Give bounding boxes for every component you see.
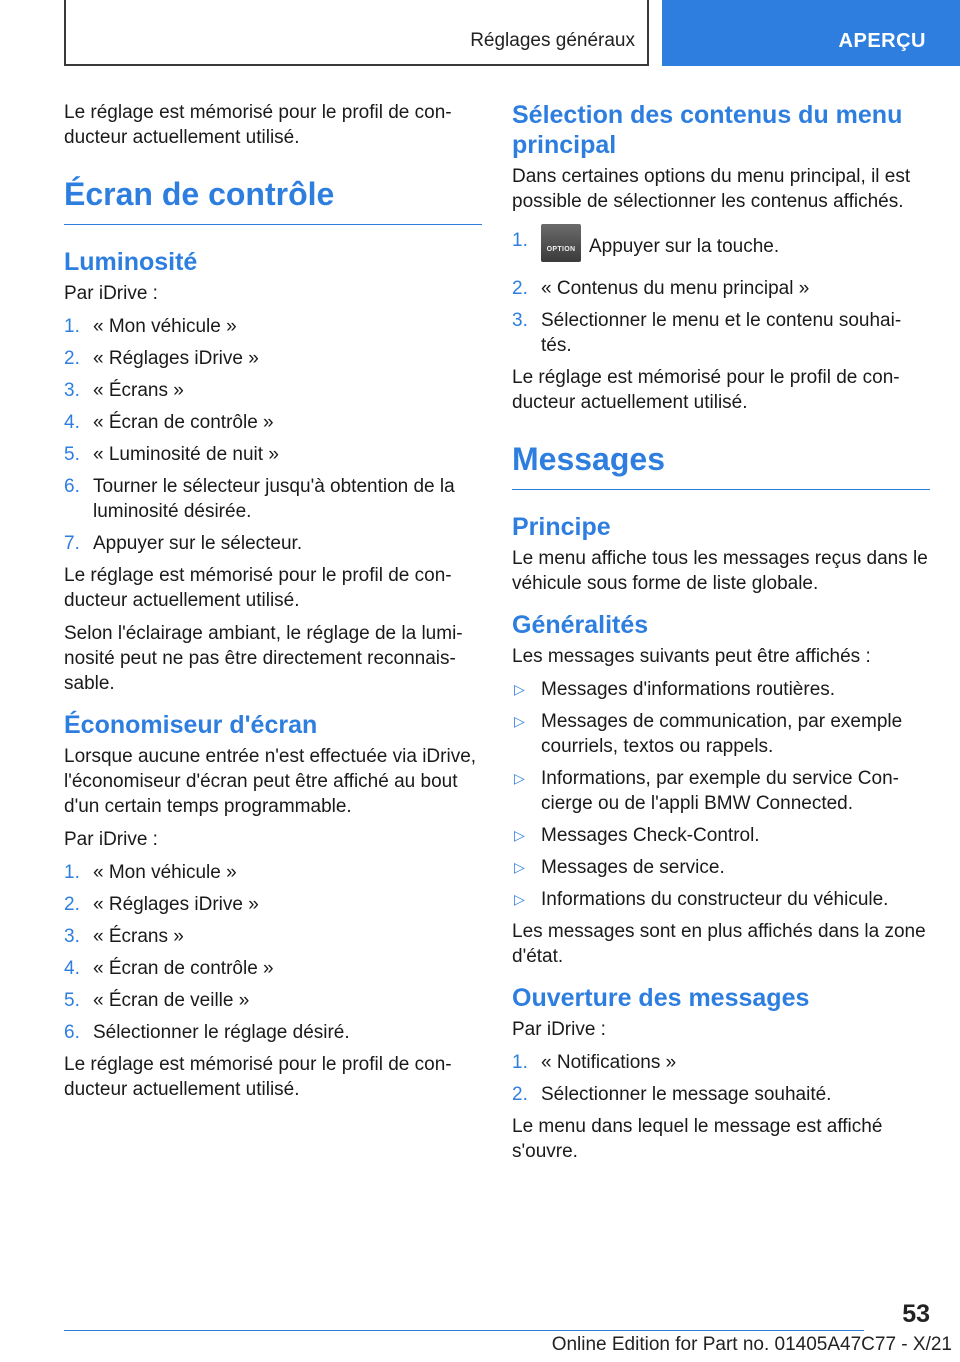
ouverture-note: Le menu dans lequel le message est affiché s'ouvre. <box>512 1116 883 1162</box>
list-item: 2. « Réglages iDrive » <box>64 894 259 915</box>
header-tab-label: APERÇU <box>838 30 926 52</box>
list-item: ▷ Informations du constructeur du véhicule. <box>514 889 889 910</box>
option-button-icon: OPTION <box>541 224 581 262</box>
list-item: 2. « Réglages iDrive » <box>64 348 259 369</box>
list-item: 1. « Mon véhicule » <box>64 316 237 337</box>
luminosite-note-1: Le réglage est mémorisé pour le profil de con-ducteur actuellement utilisé. <box>64 565 452 611</box>
list-item: 5. « Écran de veille » <box>64 990 250 1011</box>
list-item: 2. Sélectionner le message souhaité. <box>512 1084 832 1105</box>
selection-note: Le réglage est mémorisé pour le profil de con-ducteur actuellement utilisé. <box>512 367 900 413</box>
luminosite-note-2: Selon l'éclairage ambiant, le réglage de la lumi-nosité peut ne pas être directement reconnais-sable. <box>64 623 463 694</box>
luminosite-intro: Par iDrive : <box>64 283 158 304</box>
intro-paragraph: Le réglage est mémorisé pour le profil de con-ducteur actuellement utilisé. <box>64 102 452 148</box>
economiseur-intro: Par iDrive : <box>64 829 158 850</box>
list-item: 4. « Écran de contrôle » <box>64 958 274 979</box>
list-item: 6. Sélectionner le réglage désiré. <box>64 1022 350 1043</box>
luminosite-steps <box>64 314 482 556</box>
list-item: ▷ Informations, par exemple du service Con-cierge ou de l'appli BMW Connected. <box>514 768 899 814</box>
heading-principe: Principe <box>512 513 611 541</box>
list-item: 1. « Notifications » <box>512 1052 677 1073</box>
heading-selection-contenus: Sélection des contenus du menu principal <box>512 101 903 159</box>
triangle-bullet-icon: ▷ <box>514 770 525 786</box>
generalites-note: Les messages sont en plus affichés dans la zone d'état. <box>512 921 926 967</box>
list-item: 1. « Mon véhicule » <box>64 862 237 883</box>
heading-generalites: Généralités <box>512 611 649 639</box>
list-item: 5. « Luminosité de nuit » <box>64 444 279 465</box>
triangle-bullet-icon: ▷ <box>514 859 525 875</box>
header-tab-apercu[interactable] <box>662 0 960 66</box>
header-section-title: Réglages généraux <box>470 30 635 51</box>
heading-economiseur: Économiseur d'écran <box>64 711 318 739</box>
list-item: ▷ Messages Check-Control. <box>514 825 760 846</box>
triangle-bullet-icon: ▷ <box>514 681 525 697</box>
triangle-bullet-icon: ▷ <box>514 827 525 843</box>
ouverture-steps <box>512 1050 930 1107</box>
list-item: 2. « Contenus du menu principal » <box>512 278 810 299</box>
economiseur-steps <box>64 860 482 1045</box>
triangle-bullet-icon: ▷ <box>514 713 525 729</box>
heading-luminosite: Luminosité <box>64 248 198 276</box>
footer-edition: Online Edition for Part no. 01405A47C77 - X/21 <box>551 1334 952 1355</box>
heading-ecran-de-controle: Écran de contrôle <box>64 174 482 225</box>
list-item: 7. Appuyer sur le sélecteur. <box>64 533 303 554</box>
list-item: 3. « Écrans » <box>64 380 184 401</box>
right-column <box>512 100 930 1172</box>
selection-paragraph: Dans certaines options du menu principal, il est possible de sélectionner les contenus affichés. <box>512 166 911 212</box>
triangle-bullet-icon: ▷ <box>514 891 525 907</box>
list-item: 1. OPTION Appuyer sur la touche. <box>512 228 930 266</box>
left-column <box>64 100 482 1110</box>
economiseur-paragraph: Lorsque aucune entrée n'est effectuée via iDrive, l'économiseur d'écran peut être affiché au bout d'un certain temps programmable. <box>64 746 477 817</box>
list-item: ▷ Messages de service. <box>514 857 725 878</box>
footer-divider <box>64 1330 864 1331</box>
list-item: ▷ Messages de communication, par exemple courriels, textos ou rappels. <box>514 711 903 757</box>
principe-paragraph: Le menu affiche tous les messages reçus dans le véhicule sous forme de liste globale. <box>512 548 928 594</box>
list-item: 3. « Écrans » <box>64 926 184 947</box>
heading-ouverture-messages: Ouverture des messages <box>512 984 810 1012</box>
header-section-box <box>64 0 649 66</box>
heading-messages: Messages <box>512 439 930 490</box>
list-item: 4. « Écran de contrôle » <box>64 412 274 433</box>
economiseur-note: Le réglage est mémorisé pour le profil de con-ducteur actuellement utilisé. <box>64 1054 452 1100</box>
generalites-bullets <box>512 677 930 912</box>
selection-steps <box>512 228 930 358</box>
page-number: 53 <box>902 1300 930 1328</box>
generalites-intro: Les messages suivants peut être affichés : <box>512 646 871 667</box>
list-item: 6. Tourner le sélecteur jusqu'à obtention de la luminosité désirée. <box>64 476 455 522</box>
list-item: ▷ Messages d'informations routières. <box>514 679 836 700</box>
list-item: 3. Sélectionner le menu et le contenu souhai-tés. <box>512 310 902 356</box>
ouverture-intro: Par iDrive : <box>512 1019 606 1040</box>
